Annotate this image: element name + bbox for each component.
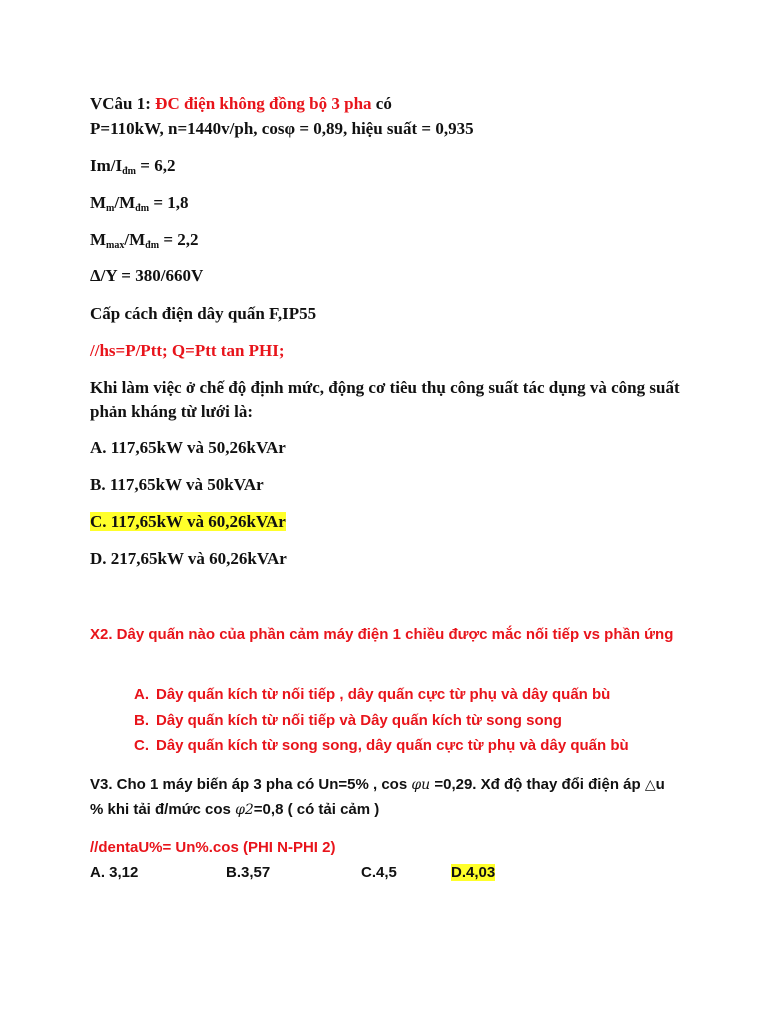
im-value: = 6,2 <box>136 156 176 175</box>
q3-option-d: D.4,03 <box>451 864 496 881</box>
q2-option-a-text: Dây quấn kích từ nối tiếp , dây quấn cực từ phụ và dây quấn bù <box>156 686 611 703</box>
q3-line1 <box>90 776 665 793</box>
q1-insulation: Cấp cách điện dây quấn F,IP55 <box>90 304 317 323</box>
mm-mid: /M <box>114 193 136 212</box>
delta-symbol: △ <box>644 777 656 793</box>
q3-line2-b: =0,8 ( có tải cảm ) <box>253 801 380 818</box>
q1-specs: P=110kW, n=1440v/ph, cosφ = 0,89, hiệu suất = 0,935 <box>90 119 474 138</box>
q3-hint: //dentaU%= Un%.cos (PHI N-PHI 2) <box>90 839 336 856</box>
q1-voltage: Δ/Y = 380/660V <box>90 266 204 285</box>
q2-option-b-letter: B. <box>134 712 149 729</box>
q1-question: Khi làm việc ở chế độ định mức, động cơ tiêu thụ công suất tác dụng và công suất phản kháng từ lưới là: <box>90 378 680 421</box>
q3-line2 <box>90 801 379 818</box>
q2-option-c-text: Dây quấn kích từ song song, dây quấn cực từ phụ và dây quấn bù <box>156 737 629 754</box>
im-sub: đm <box>122 166 137 177</box>
q2-option-c-letter: C. <box>134 737 149 754</box>
q3-options <box>0 864 768 886</box>
q2-option-b <box>134 712 562 729</box>
mm-sub1: m <box>106 203 115 214</box>
q1-option-b: B. 117,65kW và 50kVAr <box>90 475 264 494</box>
mx-sub1: max <box>106 240 125 251</box>
mx-value: = 2,2 <box>159 230 199 249</box>
q3-line1-c: u <box>655 776 665 793</box>
mx-sub2: đm <box>145 240 160 251</box>
mx-mid: /M <box>124 230 146 249</box>
q1-mm-ratio <box>90 193 189 213</box>
q1-option-c-highlight: C. 117,65kW và 60,26kVAr <box>90 512 286 531</box>
q1-option-a: A. 117,65kW và 50,26kVAr <box>90 438 286 457</box>
q3-line1-b: =0,29. Xđ độ thay đổi điện áp <box>430 776 645 793</box>
mm-label: M <box>90 193 107 212</box>
mm-sub2: đm <box>135 203 150 214</box>
q1-prefix: VCâu 1: <box>90 94 156 113</box>
phi-u-symbol: φu <box>411 777 431 793</box>
q1-title-red: ĐC điện không đồng bộ 3 pha <box>155 94 372 113</box>
q1-title-end: có <box>371 94 392 113</box>
q2-option-a <box>134 686 610 703</box>
phi-2-symbol: φ2 <box>235 802 254 818</box>
q2-option-a-letter: A. <box>134 686 149 703</box>
q3-option-a: A. 3,12 <box>90 864 139 881</box>
q3-line1-a: V3. Cho 1 máy biến áp 3 pha có Un=5% , cos <box>90 776 412 793</box>
q1-hint: //hs=P/Ptt; Q=Ptt tan PHI; <box>90 341 285 360</box>
q2-option-c <box>134 737 629 754</box>
mx-label: M <box>90 230 107 249</box>
im-label: Im/I <box>90 156 123 175</box>
q2-option-b-text: Dây quấn kích từ nối tiếp và Dây quấn kích từ song song <box>156 712 562 729</box>
q3-option-b: B.3,57 <box>226 864 271 881</box>
q3-option-c: C.4,5 <box>361 864 397 881</box>
q1-option-c <box>90 512 286 532</box>
q3-line2-a: % khi tải đ/mức cos <box>90 801 236 818</box>
mm-value: = 1,8 <box>149 193 189 212</box>
q1-mmax-ratio <box>90 230 199 250</box>
q1-title <box>90 94 392 114</box>
q1-option-d: D. 217,65kW và 60,26kVAr <box>90 549 287 568</box>
q2-question: X2. Dây quấn nào của phần cảm máy điện 1 chiều được mắc nối tiếp vs phần ứng <box>90 626 674 643</box>
q1-im-ratio <box>90 156 175 176</box>
